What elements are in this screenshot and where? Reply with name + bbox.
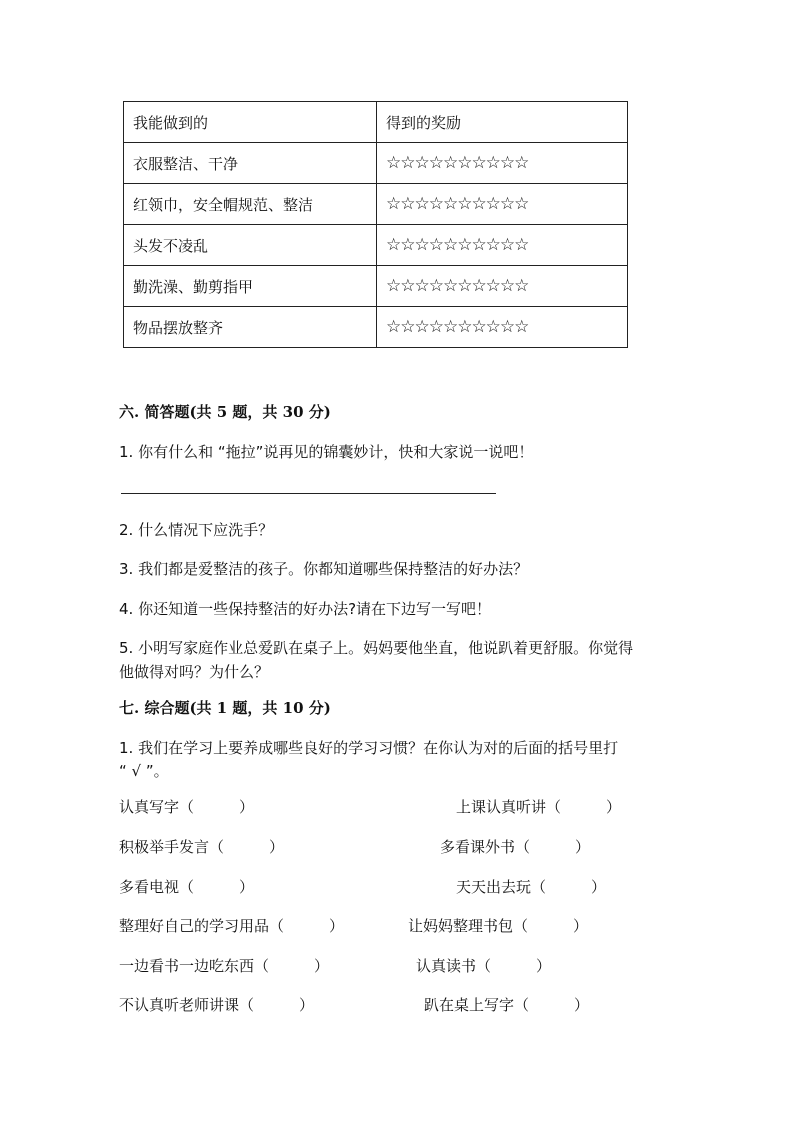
- habit-item-left[interactable]: 一边看书一边吃东西（ ）: [119, 957, 330, 975]
- question-6-5-line-1: 5. 小明写家庭作业总爱趴在桌子上。妈妈要他坐直，他说趴着更舒服。你觉得: [119, 639, 634, 657]
- table-cell-item: 衣服整洁、干净: [124, 143, 377, 184]
- habit-item-right[interactable]: 趴在桌上写字（ ）: [424, 996, 590, 1014]
- table-cell-item: 头发不凌乱: [124, 225, 377, 266]
- table-cell-item: 物品摆放整齐: [124, 307, 377, 348]
- answer-line[interactable]: [121, 493, 496, 494]
- table-header-row: [124, 102, 628, 143]
- table-row: [124, 225, 628, 266]
- table-cell-stars: ☆☆☆☆☆☆☆☆☆☆: [377, 184, 628, 225]
- question-6-5-line-2: 他做得对吗？为什么？: [119, 663, 270, 681]
- habit-item-right[interactable]: 多看课外书（ ）: [440, 838, 591, 856]
- habit-item-right[interactable]: 认真读书（ ）: [416, 957, 552, 975]
- question-6-1: 1. 你有什么和 “拖拉”说再见的锦囊妙计，快和大家说一说吧！: [119, 443, 534, 461]
- question-6-4: 4. 你还知道一些保持整洁的好办法?请在下边写一写吧！: [119, 600, 492, 618]
- table-cell-stars: ☆☆☆☆☆☆☆☆☆☆: [377, 266, 628, 307]
- table-cell-stars: ☆☆☆☆☆☆☆☆☆☆: [377, 143, 628, 184]
- habit-item-left[interactable]: 多看电视（ ）: [119, 878, 255, 896]
- question-6-2: 2. 什么情况下应洗手？: [119, 521, 274, 539]
- question-6-3: 3. 我们都是爱整洁的孩子。你都知道哪些保持整洁的好办法？: [119, 560, 529, 578]
- habit-item-left[interactable]: 认真写字（ ）: [119, 798, 255, 816]
- section-7-title: 七. 综合题(共 1 题，共 10 分): [119, 699, 331, 717]
- habit-item-right[interactable]: 让妈妈整理书包（ ）: [408, 917, 589, 935]
- table-cell-item: 红领巾，安全帽规范、整洁: [124, 184, 377, 225]
- habit-item-left[interactable]: 不认真听老师讲课（ ）: [119, 996, 315, 1014]
- habit-item-left[interactable]: 整理好自己的学习用品（ ）: [119, 917, 345, 935]
- habit-item-left[interactable]: 积极举手发言（ ）: [119, 838, 285, 856]
- table-row: [124, 184, 628, 225]
- table-cell-item: 勤洗澡、勤剪指甲: [124, 266, 377, 307]
- table-header-cell: 得到的奖励: [377, 102, 628, 143]
- table-row: [124, 307, 628, 348]
- table-cell-stars: ☆☆☆☆☆☆☆☆☆☆: [377, 307, 628, 348]
- question-7-1-line-1: 1. 我们在学习上要养成哪些良好的学习习惯？在你认为对的后面的括号里打: [119, 739, 619, 757]
- question-7-1-line-2: “ √ ”。: [119, 762, 169, 780]
- table-cell-stars: ☆☆☆☆☆☆☆☆☆☆: [377, 225, 628, 266]
- habit-item-right[interactable]: 上课认真听讲（ ）: [456, 798, 622, 816]
- table-row: [124, 266, 628, 307]
- table-header-cell: 我能做到的: [124, 102, 377, 143]
- section-6-title: 六. 简答题(共 5 题，共 30 分): [119, 403, 331, 421]
- reward-table: [123, 101, 628, 348]
- habit-item-right[interactable]: 天天出去玩（ ）: [456, 878, 607, 896]
- table-row: [124, 143, 628, 184]
